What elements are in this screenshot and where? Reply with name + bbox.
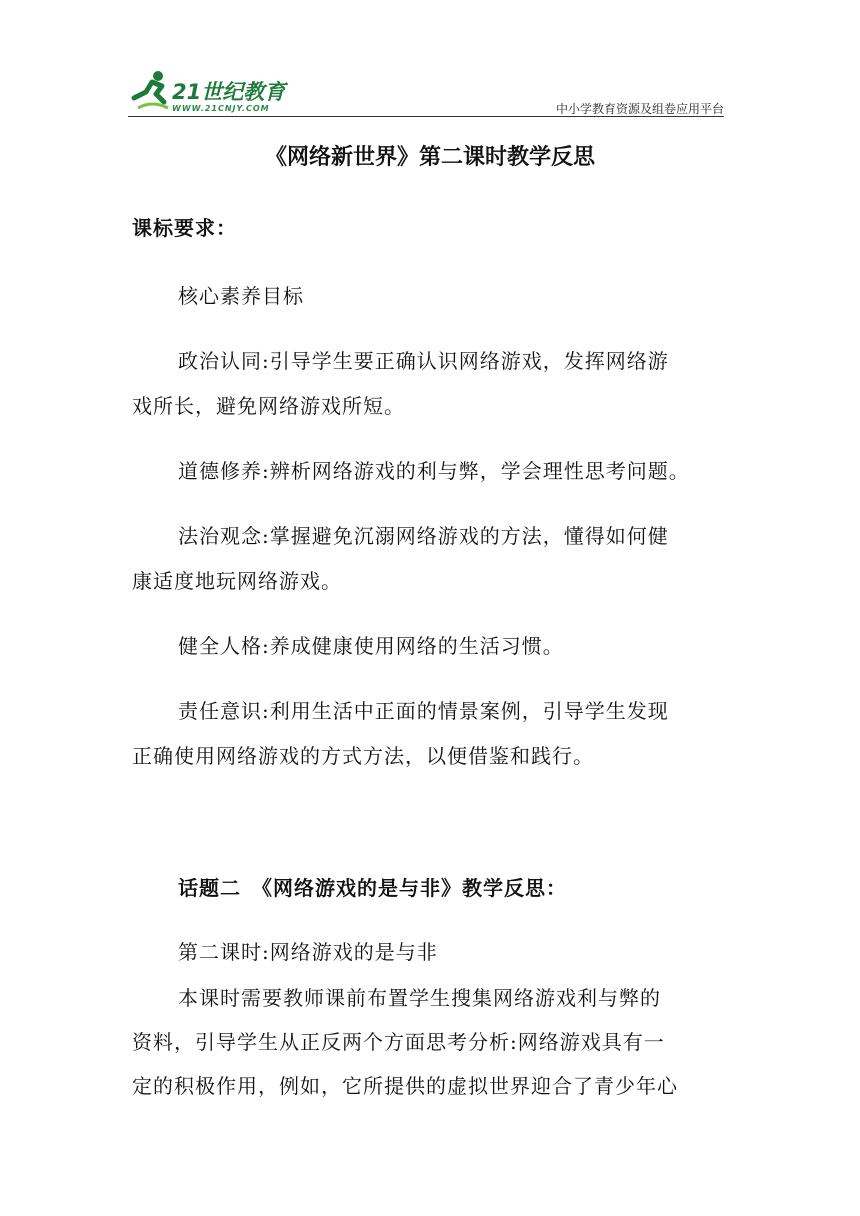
goal-3-line-1: 法治观念:掌握避免沉溺网络游戏的方法，懂得如何健	[178, 524, 669, 548]
lesson-label: 第二课时:网络游戏的是与非	[178, 940, 438, 964]
document-title: 《网络新世界》第二课时教学反思	[264, 144, 595, 170]
goal-5-line-2: 正确使用网络游戏的方式方法，以便借鉴和践行。	[132, 744, 594, 768]
goal-1-line-1: 政治认同:引导学生要正确认识网络游戏，发挥网络游	[178, 349, 669, 373]
goal-4-line-1: 健全人格:养成健康使用网络的生活习惯。	[178, 634, 564, 658]
header-divider	[128, 116, 724, 117]
goal-5-line-1: 责任意识:利用生活中正面的情景案例，引导学生发现	[178, 699, 669, 723]
goal-1-line-2: 戏所长，避免网络游戏所短。	[132, 394, 405, 418]
goal-2-line-1: 道德修养:辨析网络游戏的利与弊，学会理性思考问题。	[178, 459, 690, 483]
subheading: 核心素养目标	[178, 284, 304, 308]
logo	[128, 68, 288, 112]
logo-url: WWW.21CNJY.COM	[172, 104, 270, 113]
body-line-3: 定的积极作用，例如，它所提供的虚拟世界迎合了青少年心	[132, 1074, 678, 1098]
page-header	[128, 66, 724, 116]
body-line-2: 资料，引导学生从正反两个方面思考分析:网络游戏具有一	[132, 1030, 665, 1054]
runner-icon	[128, 68, 172, 112]
topic-heading: 话题二 《网络游戏的是与非》教学反思：	[178, 876, 567, 900]
section-heading: 课标要求：	[132, 216, 237, 240]
body-line-1: 本课时需要教师课前布置学生搜集网络游戏利与弊的	[178, 986, 661, 1010]
logo-text: 21世纪教育	[172, 80, 286, 104]
goal-3-line-2: 康适度地玩网络游戏。	[132, 569, 342, 593]
header-tagline: 中小学教育资源及组卷应用平台	[555, 102, 724, 116]
